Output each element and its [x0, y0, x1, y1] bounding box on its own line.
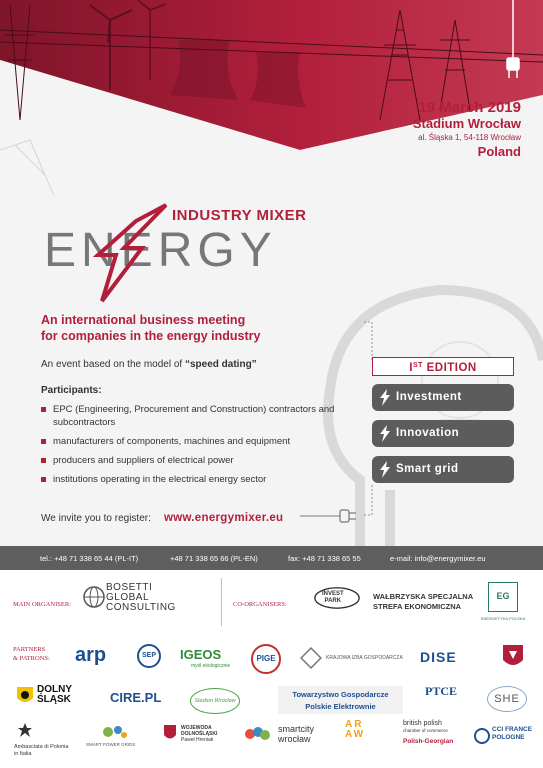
- arp-logo: arp: [75, 644, 107, 666]
- headline-line-2: for companies in the energy industry: [41, 329, 261, 343]
- dise-logo: DISE: [420, 649, 457, 665]
- wojewoda-logo: WOJEWODA DOLNOŚLĄSKI Paweł Hreniak: [181, 725, 218, 743]
- contact-tel-en: +48 71 338 65 66 (PL-EN): [170, 554, 258, 563]
- headline: [41, 312, 341, 344]
- bullet-icon: [41, 458, 46, 463]
- participants-title: Participants:: [41, 385, 102, 396]
- kig-logo: KRAJOWA IZBA GOSPODARCZA: [326, 655, 403, 661]
- event-address: al. Śląska 1, 54-118 Wrocław: [418, 133, 521, 142]
- list-item: institutions operating in the electrical energy sector: [41, 473, 341, 486]
- bpcc-logo: british polish chamber of commerce: [403, 720, 448, 733]
- speed-dating-note: [41, 359, 257, 370]
- ptce-logo: PTCE: [425, 684, 458, 698]
- cire-logo: CIRE.PL: [110, 690, 162, 705]
- bolt-icon: [378, 461, 392, 478]
- igeos-logo: IGEOS: [180, 647, 222, 662]
- araw-logo: ARAW: [345, 719, 366, 740]
- bullet-icon: [41, 477, 46, 482]
- list-item: producers and suppliers of electrical power: [41, 454, 341, 467]
- bolt-icon: [378, 425, 392, 442]
- sep-logo: SEP: [137, 644, 161, 668]
- divider: [221, 578, 222, 626]
- bullet-icon: [41, 407, 46, 412]
- smart-grids-icon: [100, 724, 130, 740]
- tge-logo: Towarzystwo Gospodarcze Polskie Elektrownie: [278, 686, 403, 714]
- header-illustration: [0, 0, 543, 195]
- pgcc-logo: Polish-Georgian: [403, 738, 454, 745]
- smart-grids-logo: SMART POWER GRIDS: [86, 742, 136, 747]
- participants-list: [41, 403, 341, 492]
- logo-tagline: INDUSTRY MIXER: [172, 207, 307, 224]
- cci-logo: CCI FRANCE POLOGNE: [492, 726, 533, 741]
- list-item: manufacturers of components, machines and equipment: [41, 435, 341, 448]
- bolt-icon: [378, 389, 392, 406]
- event-country: Poland: [477, 144, 521, 159]
- register-invite: [41, 512, 284, 524]
- event-details: [301, 99, 521, 160]
- plug-cable-icon: [300, 505, 360, 527]
- smartcity-icon: [244, 726, 272, 742]
- event-venue: Stadium Wrocław: [412, 116, 521, 131]
- wsse-logo: WAŁBRZYSKA SPECJALNA STREFA EKONOMICZNA: [373, 592, 474, 611]
- contact-bar: [0, 546, 543, 570]
- stadion-wroclaw-logo: Stadion Wrocław: [190, 688, 240, 714]
- invest-park-text: INVEST PARK: [322, 591, 344, 604]
- ambasciata-logo: Ambasciata di Polonia in Italia: [14, 744, 69, 757]
- energetyka-polska-caption: ENERGETYKA POLSKA: [480, 616, 526, 621]
- header-band: [0, 0, 543, 195]
- register-link[interactable]: www.energymixer.eu: [164, 512, 284, 524]
- topic-investment: Investment: [372, 384, 514, 411]
- partners-label: PARTNERS & PATRONS:: [13, 646, 50, 662]
- cci-icon: [474, 728, 490, 744]
- topic-smart-grid: Smart grid: [372, 456, 514, 483]
- eagle-emblem-icon: [17, 722, 33, 738]
- she-logo: SHE: [487, 686, 527, 712]
- bullet-icon: [41, 439, 46, 444]
- energetyka-polska-logo: EG: [488, 582, 518, 612]
- event-date: 19 March 2019: [418, 99, 521, 116]
- bosetti-globe-icon: [82, 582, 106, 612]
- dolny-slask-crest-icon: [16, 686, 34, 706]
- main-organiser-label: MAIN ORGANISER:: [13, 601, 71, 608]
- university-crest-icon: [502, 644, 524, 670]
- smartcity-logo: smartcity wrocław: [278, 724, 314, 744]
- wojewoda-crest-icon: [163, 724, 177, 742]
- contact-tel-it: tel.: +48 71 338 65 44 (PL-IT): [40, 554, 139, 563]
- bosetti-logo: BOSETTI GLOBAL CONSULTING: [106, 582, 176, 613]
- topic-innovation: Innovation: [372, 420, 514, 447]
- energy-mixer-logo: [40, 195, 340, 305]
- logo-word: ENERGY: [44, 224, 277, 277]
- speed-dating-quote: “speed dating”: [185, 359, 257, 370]
- headline-line-1: An international business meeting: [41, 313, 246, 327]
- igeos-slogan: myśl ekologicznie: [191, 663, 231, 669]
- speed-dating-prefix: An event based on the model of: [41, 359, 185, 370]
- lightning-bolt-icon: [84, 203, 174, 303]
- co-organisers-label: CO-ORGANISERS:: [233, 601, 287, 608]
- kig-emblem-icon: [300, 647, 322, 669]
- organisers-section: [0, 570, 543, 768]
- edition-badge: IST EDITION: [372, 357, 514, 376]
- contact-fax: fax: +48 71 338 65 55: [288, 554, 361, 563]
- pige-logo: PIGE: [251, 644, 281, 674]
- dolny-slask-logo: DOLNY ŚLĄSK: [37, 684, 72, 705]
- register-text: We invite you to register:: [41, 513, 151, 524]
- list-item: EPC (Engineering, Procurement and Construction) contractors and subcontractors: [41, 403, 341, 429]
- contact-email[interactable]: e-mail: info@energymixer.eu: [390, 554, 486, 563]
